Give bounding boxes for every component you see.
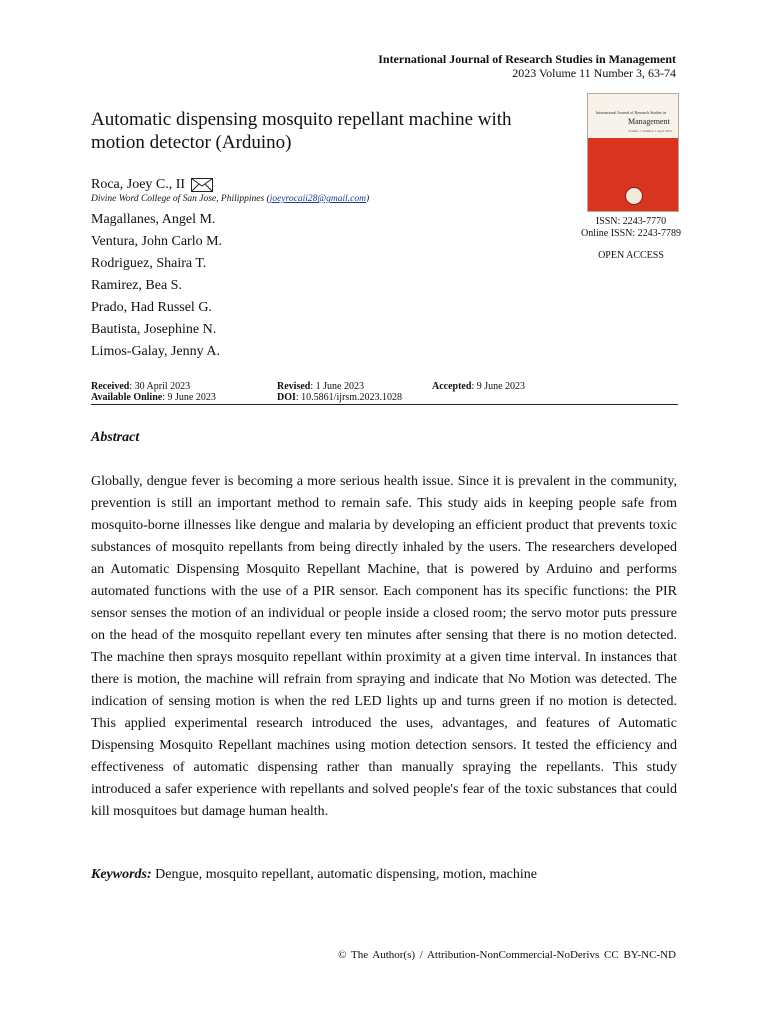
envelope-icon[interactable] [191,178,213,192]
cover-journal-line: International Journal of Research Studies in [596,110,667,115]
affiliation [91,194,369,204]
author-name: Limos-Galay, Jenny A. [91,344,220,359]
cover-emblem-icon [625,187,643,205]
author-name: Ventura, John Carlo M. [91,234,223,249]
first-author-name: Roca, Joey C., II [91,177,186,192]
keywords-text: Dengue, mosquito repellant, automatic dispensing, motion, machine [151,867,537,882]
dates-block [91,381,678,403]
journal-issue: 2023 Volume 11 Number 3, 63-74 [512,66,676,80]
revised-date: Revised: 1 June 2023 [277,381,364,392]
author-name: Rodriguez, Shaira T. [91,256,207,271]
journal-header [378,52,676,80]
author-name: Ramirez, Bea S. [91,278,182,293]
doi[interactable]: DOI: 10.5861/ijrsm.2023.1028 [277,392,403,403]
keywords [91,867,537,883]
abstract-text: Globally, dengue fever is becoming a more serious health issue. Since it is prevalent in the community, prevention is still an important method to remain safe. This study aids in keeping people safe from mosquito-borne illnesses like dengue and malaria by developing an efficient product that prevents toxic substances of mosquito repellants from being directly inhaled by the users. The researchers developed an Automatic Dispensing Mosquito Repellant Machine, that is powered by Arduino and performs automated functions with the use of a PIR sensor. Each component has its specific functions: the PIR sensor senses the motion of an individual or people inside a closed room; the servo motor puts pressure on the head of the mosquito repellant every ten minutes after sensing that there is no motion detected. The machine then sprays mosquito repellant within proximity at a given time interval. In instances that there is motion, the machine will refrain from spraying and indicate that No Motion was detected. The indication of sensing motion is when the red LED lights up and turns green if no motion is detected. This applied experimental research introduced the uses, advantages, and features of Automatic Dispensing Mosquito Repellant machines using motion detection sensors. It tested the efficiency and effectiveness of automatic dispensing rather than manually spraying the repellants. This study introduced a safer experience with repellants and solved people's fear of the toxic substances that could kill mosquitoes but damage human health. [91,474,677,819]
affiliation-text: Divine Word College of San Jose, Philippines ( [91,194,270,204]
cover-title: Management [628,117,670,126]
paper-title: Automatic dispensing mosquito repellant machine with motion detector (Arduino) [91,109,512,153]
license-footer: © The Author(s) / Attribution-NonCommercial-NoDerivs CC BY-NC-ND [338,949,676,961]
journal-cover-image [587,93,679,212]
author-name: Bautista, Josephine N. [91,322,217,337]
received-date: Received: 30 April 2023 [91,381,191,392]
affiliation-close: ) [365,194,370,204]
issn-online: Online ISSN: 2243-7789 [581,228,681,239]
open-access-label: OPEN ACCESS [598,250,664,261]
journal-name: International Journal of Research Studies in Management [378,52,676,66]
abstract-heading: Abstract [91,430,140,445]
first-author [91,177,213,193]
keywords-label: Keywords: [91,867,152,882]
online-date: Available Online: 9 June 2023 [91,392,216,403]
issn-block [565,216,697,240]
author-name: Magallanes, Angel M. [91,212,216,227]
author-list [91,209,222,363]
author-name: Prado, Had Russel G. [91,300,212,315]
author-email-link[interactable]: joeyrocaii28@gmail.com [269,194,366,204]
cover-header [588,94,678,138]
header-divider [91,404,678,405]
accepted-date: Accepted: 9 June 2023 [432,381,526,392]
issn-print: ISSN: 2243-7770 [595,216,667,227]
cover-volume: Volume 1 Number 1 April 2012 [628,129,673,133]
